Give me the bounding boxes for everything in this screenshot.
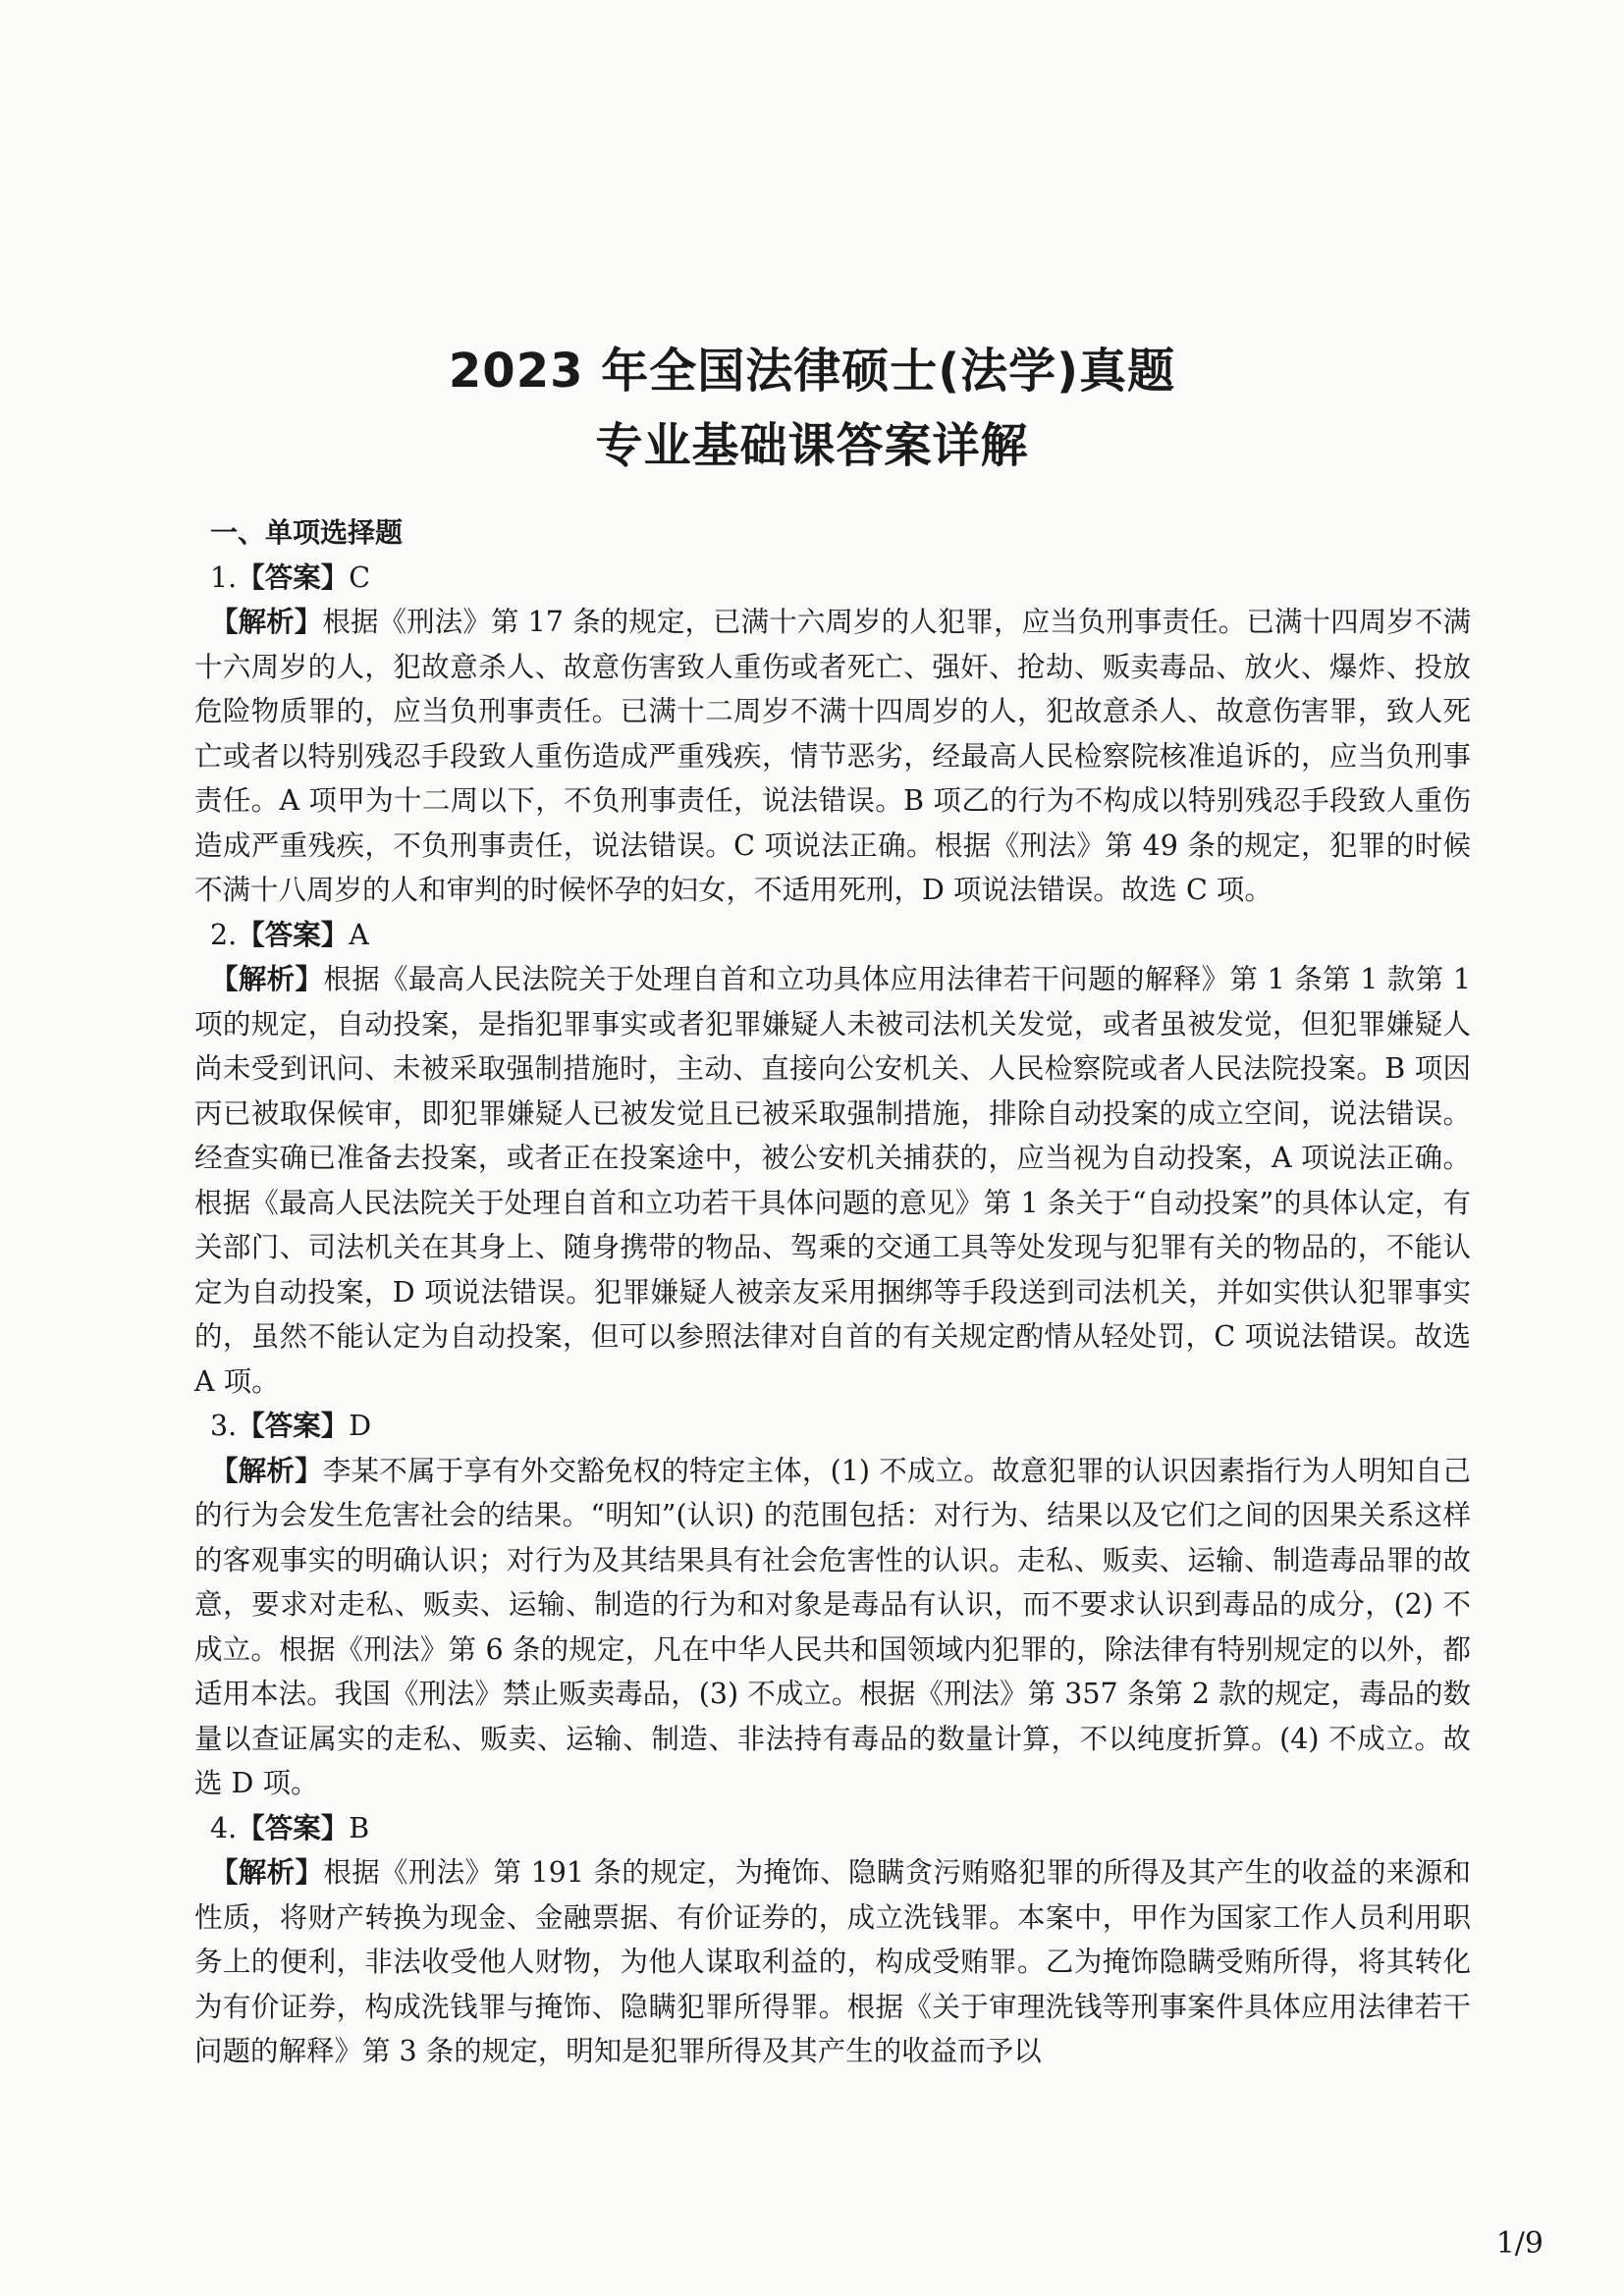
analysis-label: 【解析】 [210,1856,324,1889]
answer-label: 【答案】 [237,918,350,951]
answer-value: C [349,561,371,594]
analysis-text: 李某不属于享有外交豁免权的特定主体，(1) 不成立。故意犯罪的认识因素指行为人明知自己的行为会发生危害社会的结果。“明知”(认识) 的范围包括：对行为、结果以及它们之间的因果关系这样的客观事实的明确认识；对行为及其结果具有社会危害性的认识。走私、贩卖、运输、制造毒品罪的故意，要求对走私、贩卖、运输、制造的行为和对象是毒品有认识，而不要求认识到毒品的成分，(2) 不成立。根据《刑法》第 6 条的规定，凡在中华人民共和国领域内犯罪的，除法律有特别规定的以外，都适用本法。我国《刑法》禁止贩卖毒品，(3) 不成立。根据《刑法》第 357 条第 2 款的规定，毒品的数量以查证属实的走私、贩卖、运输、制造、非法持有毒品的数量计算，不以纯度折算。(4) 不成立。故选 D 项。 [194,1454,1471,1799]
page-number: 1/9 [1495,2226,1543,2261]
analysis-q1 [194,600,1471,913]
question-number: 2. [210,918,238,951]
analysis-q2 [194,957,1471,1404]
title-line-2: 专业基础课答案详解 [595,418,1029,473]
title-line-1: 2023 年全国法律硕士(法学)真题 [448,344,1176,399]
answer-line-q4 [210,1806,1471,1851]
title-block [0,334,1624,483]
section-heading: 一、单项选择题 [210,516,404,549]
answer-value: B [349,1811,370,1844]
answer-value: A [349,918,369,951]
answer-label: 【答案】 [237,1811,350,1844]
analysis-text: 根据《最高人民法院关于处理自首和立功具体应用法律若干问题的解释》第 1 条第 1 款第 1 项的规定，自动投案，是指犯罪事实或者犯罪嫌疑人未被司法机关发觉，或者虽被发觉，但犯罪嫌疑人尚未受到讯问、未被采取强制措施时，主动、直接向公安机关、人民检察院或者人民法院投案。B 项因丙已被取保候审，即犯罪嫌疑人已被发觉且已被采取强制措施，排除自动投案的成立空间，说法错误。经查实确已准备去投案，或者正在投案途中，被公安机关捕获的，应当视为自动投案，A 项说法正确。根据《最高人民法院关于处理自首和立功若干具体问题的意见》第 1 条关于“自动投案”的具体认定，有关部门、司法机关在其身上、随身携带的物品、驾乘的交通工具等处发现与犯罪有关的物品的，不能认定为自动投案，D 项说法错误。犯罪嫌疑人被亲友采用捆绑等手段送到司法机关，并如实供认犯罪事实的，虽然不能认定为自动投案，但可以参照法律对自首的有关规定酌情从轻处罚，C 项说法错误。故选 A 项。 [194,963,1471,1398]
answer-line-q3 [210,1404,1471,1449]
question-number: 4. [210,1811,238,1844]
answer-value: D [349,1410,372,1442]
analysis-label: 【解析】 [210,963,324,995]
answer-line-q1 [210,556,1471,601]
analysis-text: 根据《刑法》第 17 条的规定，已满十六周岁的人犯罪，应当负刑事责任。已满十四周岁不满十六周岁的人，犯故意杀人、故意伤害致人重伤或者死亡、强奸、抢劫、贩卖毒品、放火、爆炸、投放危险物质罪的，应当负刑事责任。已满十二周岁不满十四周岁的人，犯故意杀人、故意伤害罪，致人死亡或者以特别残忍手段致人重伤造成严重残疾，情节恶劣，经最高人民检察院核准追诉的，应当负刑事责任。A 项甲为十二周以下，不负刑事责任，说法错误。B 项乙的行为不构成以特别残忍手段致人重伤造成严重残疾，不负刑事责任，说法错误。C 项说法正确。根据《刑法》第 49 条的规定，犯罪的时候不满十八周岁的人和审判的时候怀孕的妇女，不适用死刑，D 项说法错误。故选 C 项。 [194,606,1471,906]
answer-line-q2 [210,913,1471,958]
question-number: 1. [210,561,238,594]
analysis-q4 [194,1850,1471,2074]
analysis-text: 根据《刑法》第 191 条的规定，为掩饰、隐瞒贪污贿赂犯罪的所得及其产生的收益的来源和性质，将财产转换为现金、金融票据、有价证券的，成立洗钱罪。本案中，甲作为国家工作人员利用职务上的便利，非法收受他人财物，为他人谋取利益的，构成受贿罪。乙为掩饰隐瞒受贿所得，将其转化为有价证券，构成洗钱罪与掩饰、隐瞒犯罪所得罪。根据《关于审理洗钱等刑事案件具体应用法律若干问题的解释》第 3 条的规定，明知是犯罪所得及其产生的收益而予以 [194,1856,1471,2067]
analysis-q3 [194,1449,1471,1806]
answer-label: 【答案】 [237,1410,350,1442]
analysis-label: 【解析】 [210,606,323,638]
question-number: 3. [210,1410,238,1442]
content-body [194,510,1471,2074]
answer-label: 【答案】 [237,561,350,594]
analysis-label: 【解析】 [210,1454,323,1487]
